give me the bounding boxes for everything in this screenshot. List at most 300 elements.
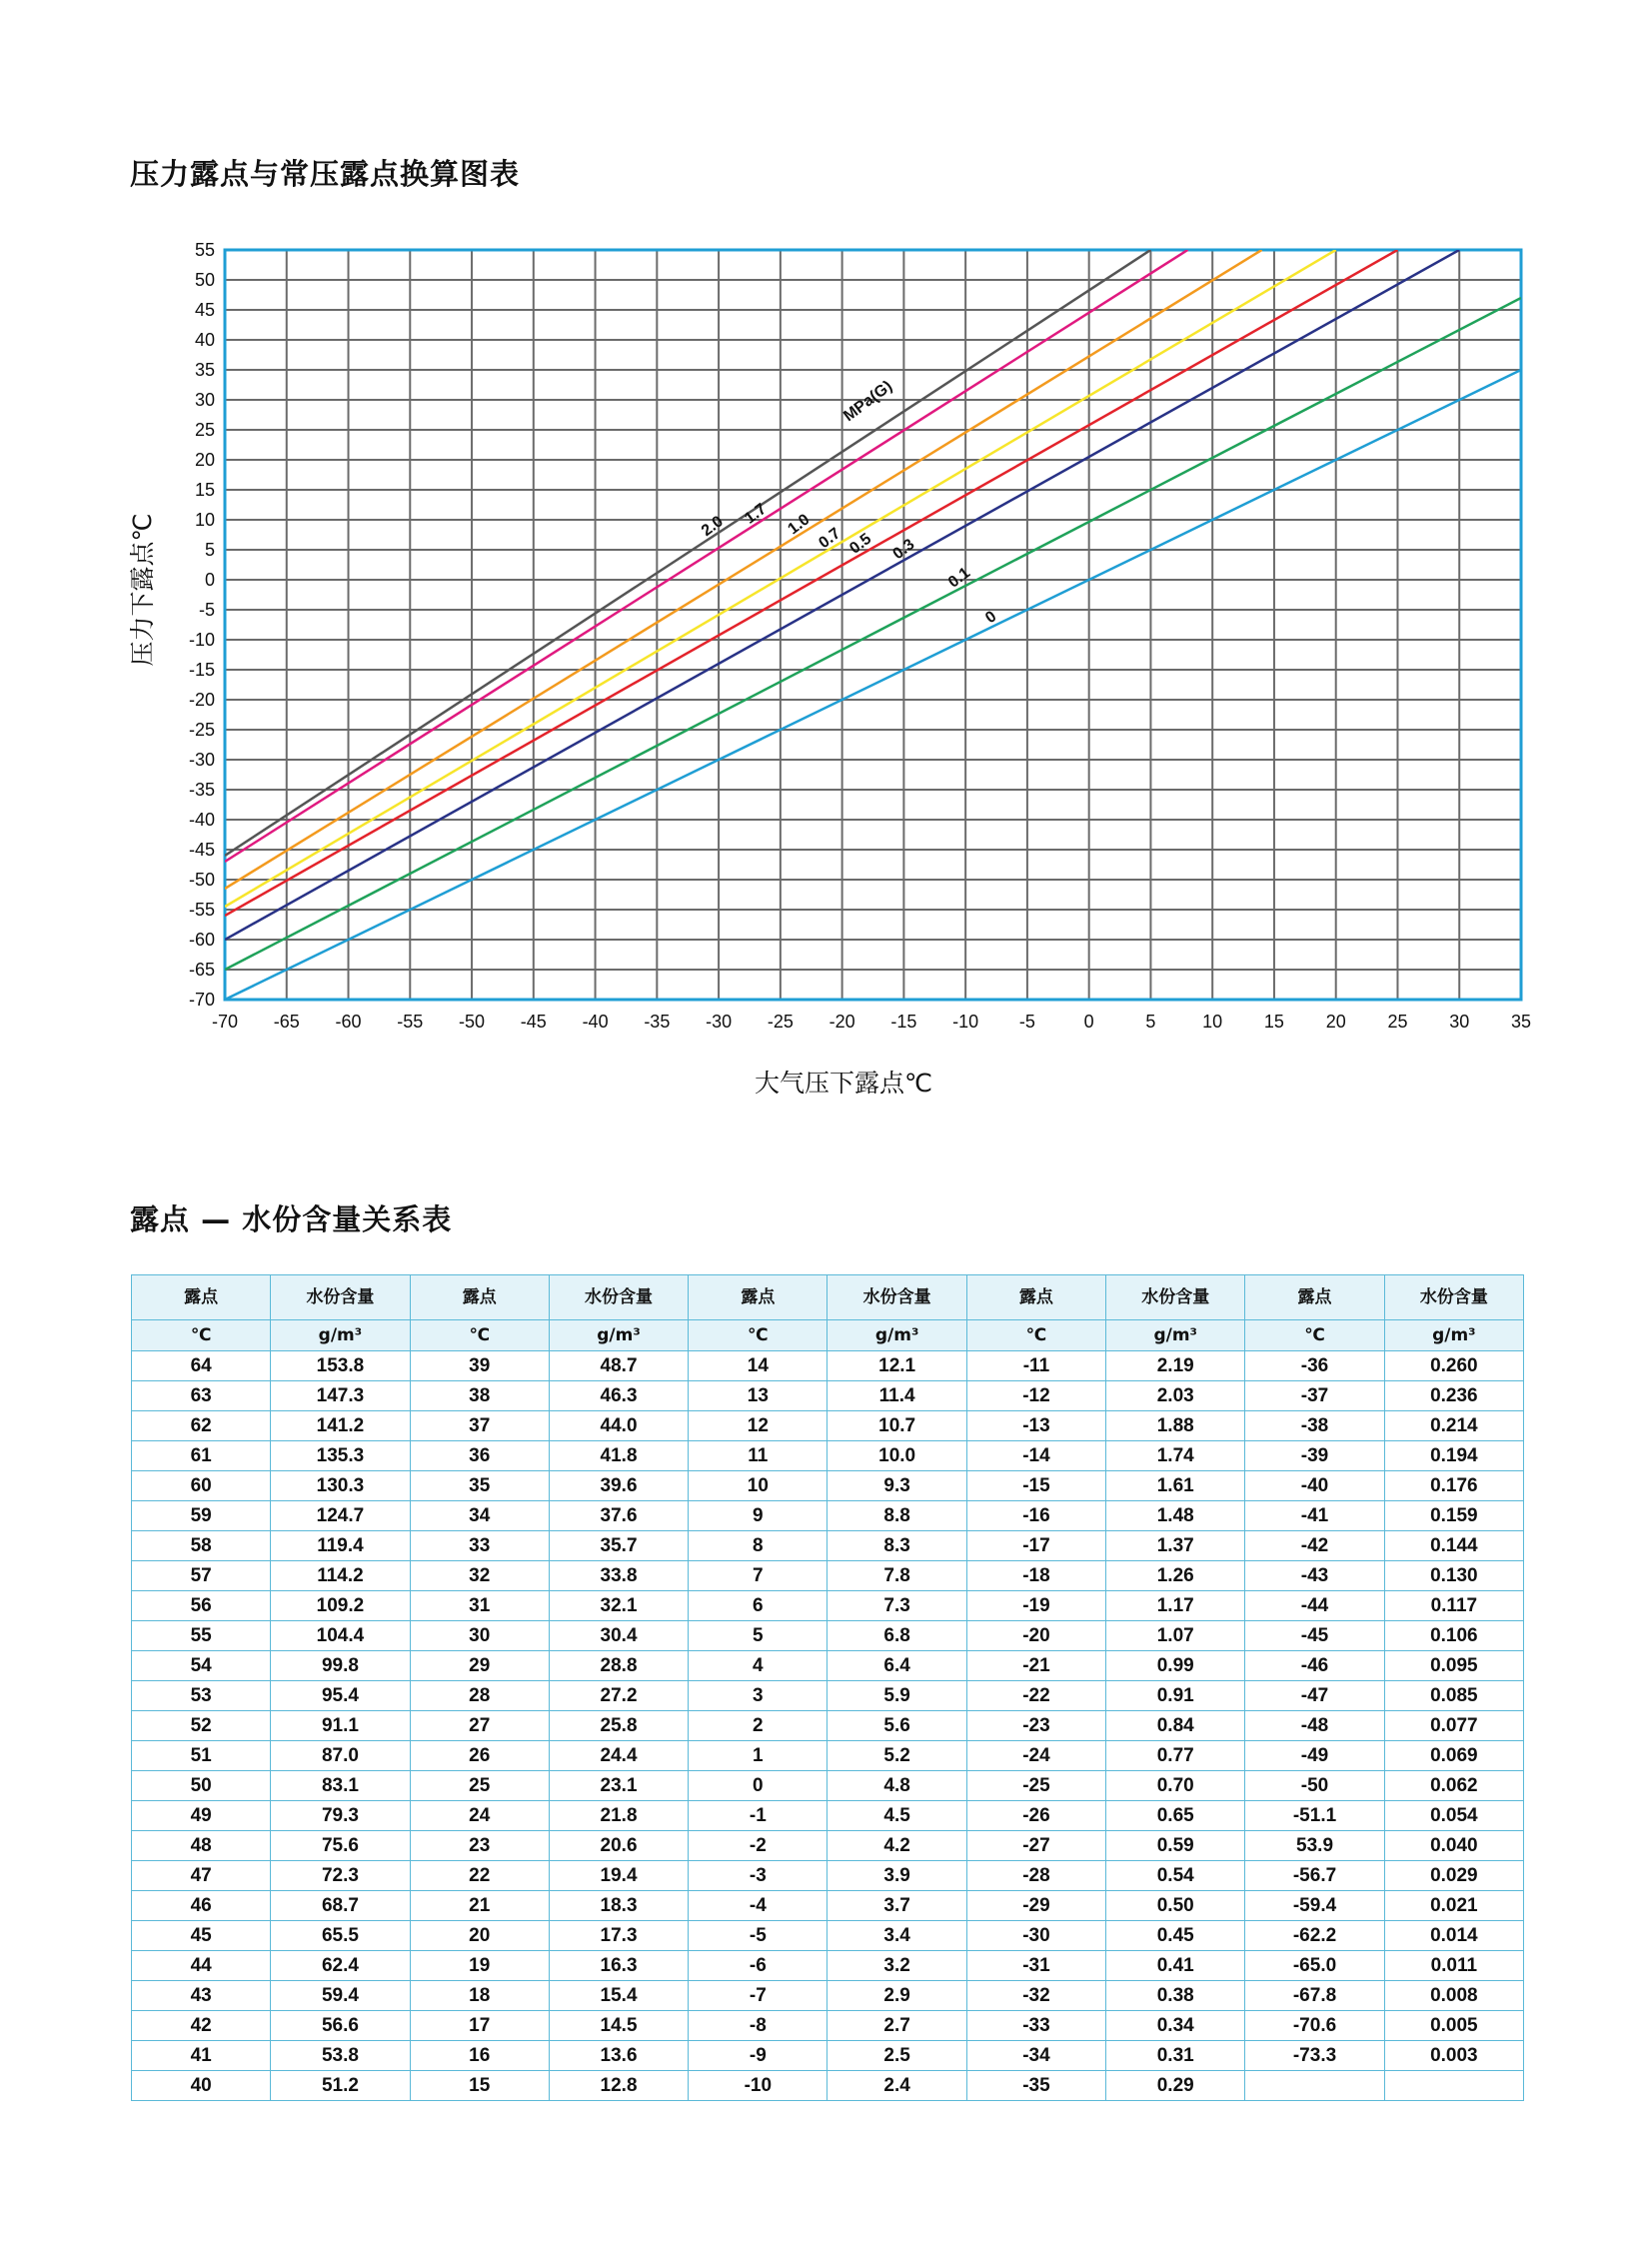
x-tick-label: 15 bbox=[1263, 1012, 1284, 1032]
table-cell: -13 bbox=[966, 1411, 1105, 1441]
series-line-0 bbox=[225, 370, 1521, 1000]
table-cell: 54 bbox=[132, 1651, 271, 1681]
table-cell: 16 bbox=[410, 2041, 549, 2071]
x-tick-label: -5 bbox=[1018, 1012, 1035, 1032]
table-row bbox=[132, 1351, 1524, 1381]
table-row bbox=[132, 1921, 1524, 1951]
table-cell: 5.9 bbox=[827, 1681, 966, 1711]
table-cell: 2.03 bbox=[1106, 1381, 1245, 1411]
table-cell: -40 bbox=[1245, 1471, 1384, 1501]
y-axis-ticks bbox=[189, 240, 215, 1010]
y-tick-label: 45 bbox=[194, 300, 215, 320]
table-cell: 0.003 bbox=[1384, 2041, 1523, 2071]
table-cell: 3 bbox=[689, 1681, 827, 1711]
table-cell: -19 bbox=[966, 1591, 1105, 1621]
table-cell: 141.2 bbox=[271, 1411, 410, 1441]
table-row bbox=[132, 1771, 1524, 1801]
table-cell: 10.0 bbox=[827, 1441, 966, 1471]
table-cell: 40 bbox=[132, 2071, 271, 2101]
header-cell: g/m³ bbox=[827, 1320, 966, 1351]
table-cell: -26 bbox=[966, 1801, 1105, 1831]
table-cell: 87.0 bbox=[271, 1741, 410, 1771]
table-cell: 48.7 bbox=[549, 1351, 688, 1381]
header-cell: 水份含量 bbox=[549, 1275, 688, 1320]
y-tick-label: -15 bbox=[188, 660, 215, 680]
table-cell: 2.19 bbox=[1106, 1351, 1245, 1381]
table-cell: 1 bbox=[689, 1741, 827, 1771]
x-tick-label: -10 bbox=[952, 1012, 979, 1032]
y-tick-label: -5 bbox=[198, 600, 215, 620]
table-cell: 0.054 bbox=[1384, 1801, 1523, 1831]
table-cell: -18 bbox=[966, 1561, 1105, 1591]
table-cell: 1.37 bbox=[1106, 1531, 1245, 1561]
table-cell: 12 bbox=[689, 1411, 827, 1441]
y-tick-label: -65 bbox=[188, 960, 215, 980]
table-cell: -36 bbox=[1245, 1351, 1384, 1381]
x-tick-label: 35 bbox=[1510, 1012, 1532, 1032]
table-cell: -32 bbox=[966, 1981, 1105, 2011]
table-cell bbox=[1245, 2071, 1384, 2101]
table-cell: 48 bbox=[132, 1831, 271, 1861]
table-cell: 0.077 bbox=[1384, 1711, 1523, 1741]
series-line-1.7 bbox=[225, 250, 1187, 862]
y-tick-label: -45 bbox=[188, 840, 215, 860]
table-row bbox=[132, 2041, 1524, 2071]
table-cell: 25 bbox=[410, 1771, 549, 1801]
table-cell: -50 bbox=[1245, 1771, 1384, 1801]
table-cell: -33 bbox=[966, 2011, 1105, 2041]
table-cell: 91.1 bbox=[271, 1711, 410, 1741]
header-cell: ℃ bbox=[966, 1320, 1105, 1351]
table-row bbox=[132, 1801, 1524, 1831]
x-tick-label: -45 bbox=[520, 1012, 547, 1032]
table-cell: 50 bbox=[132, 1771, 271, 1801]
series-label-0.5: 0.5 bbox=[846, 530, 875, 558]
table-cell: 16.3 bbox=[549, 1951, 688, 1981]
table-cell: 9.3 bbox=[827, 1471, 966, 1501]
x-tick-label: -25 bbox=[767, 1012, 794, 1032]
table-cell: 104.4 bbox=[271, 1621, 410, 1651]
table-cell: -8 bbox=[689, 2011, 827, 2041]
x-tick-label: -60 bbox=[335, 1012, 362, 1032]
table-cell: 0.260 bbox=[1384, 1351, 1523, 1381]
table-cell: 27.2 bbox=[549, 1681, 688, 1711]
table-cell: 37 bbox=[410, 1411, 549, 1441]
table-cell: -43 bbox=[1245, 1561, 1384, 1591]
series-label-0.1: 0.1 bbox=[944, 564, 973, 592]
table-row bbox=[132, 1441, 1524, 1471]
table-row bbox=[132, 1591, 1524, 1621]
y-tick-label: -20 bbox=[188, 690, 215, 710]
table-cell: -29 bbox=[966, 1891, 1105, 1921]
table-cell: 0.085 bbox=[1384, 1681, 1523, 1711]
table-cell: 10.7 bbox=[827, 1411, 966, 1441]
table-cell: 61 bbox=[132, 1441, 271, 1471]
table-cell: 0.062 bbox=[1384, 1771, 1523, 1801]
table-cell: 5 bbox=[689, 1621, 827, 1651]
header-cell: 水份含量 bbox=[827, 1275, 966, 1320]
table-cell: 10 bbox=[689, 1471, 827, 1501]
table-cell: -21 bbox=[966, 1651, 1105, 1681]
series-label-1.0: 1.0 bbox=[785, 511, 814, 539]
table-cell: 14.5 bbox=[549, 2011, 688, 2041]
table-cell: 57 bbox=[132, 1561, 271, 1591]
table-cell: 0.54 bbox=[1106, 1861, 1245, 1891]
table-cell: 64 bbox=[132, 1351, 271, 1381]
table-cell: -12 bbox=[966, 1381, 1105, 1411]
table-cell: -2 bbox=[689, 1831, 827, 1861]
table-cell: 130.3 bbox=[271, 1471, 410, 1501]
table-cell: 0.29 bbox=[1106, 2071, 1245, 2101]
table-cell: 18.3 bbox=[549, 1891, 688, 1921]
table-cell: 19 bbox=[410, 1951, 549, 1981]
table-cell: 25.8 bbox=[549, 1711, 688, 1741]
table-cell: 32 bbox=[410, 1561, 549, 1591]
table-cell: 30.4 bbox=[549, 1621, 688, 1651]
table-cell: 0.029 bbox=[1384, 1861, 1523, 1891]
table-cell: 1.26 bbox=[1106, 1561, 1245, 1591]
table-cell: -28 bbox=[966, 1861, 1105, 1891]
table-cell: 0.77 bbox=[1106, 1741, 1245, 1771]
table-cell: 56 bbox=[132, 1591, 271, 1621]
table-cell: 41 bbox=[132, 2041, 271, 2071]
table-cell: 26 bbox=[410, 1741, 549, 1771]
y-tick-label: 50 bbox=[194, 270, 215, 290]
table-cell: -62.2 bbox=[1245, 1921, 1384, 1951]
series-label-0: 0 bbox=[982, 608, 1000, 628]
table-cell: 53.9 bbox=[1245, 1831, 1384, 1861]
table-cell: 46 bbox=[132, 1891, 271, 1921]
table-cell: -9 bbox=[689, 2041, 827, 2071]
table-cell: 0 bbox=[689, 1771, 827, 1801]
table-cell: 23.1 bbox=[549, 1771, 688, 1801]
table-cell: 0.106 bbox=[1384, 1621, 1523, 1651]
header-cell: ℃ bbox=[410, 1320, 549, 1351]
x-tick-label: -65 bbox=[273, 1012, 300, 1032]
header-cell: 水份含量 bbox=[1384, 1275, 1523, 1320]
table-cell: 56.6 bbox=[271, 2011, 410, 2041]
table-cell: 72.3 bbox=[271, 1861, 410, 1891]
table-cell: -41 bbox=[1245, 1501, 1384, 1531]
table-cell: 21 bbox=[410, 1891, 549, 1921]
series-line-1.0 bbox=[225, 250, 1262, 889]
header-cell: ℃ bbox=[132, 1320, 271, 1351]
table-cell: 39.6 bbox=[549, 1471, 688, 1501]
table-cell: 0.65 bbox=[1106, 1801, 1245, 1831]
table-cell: 5.2 bbox=[827, 1741, 966, 1771]
table-cell: 33.8 bbox=[549, 1561, 688, 1591]
y-tick-label: 10 bbox=[194, 510, 215, 530]
table-cell: 20 bbox=[410, 1921, 549, 1951]
table-cell: 2.4 bbox=[827, 2071, 966, 2101]
table-cell: 0.005 bbox=[1384, 2011, 1523, 2041]
table-cell: 34 bbox=[410, 1501, 549, 1531]
dew-point-moisture-table bbox=[131, 1274, 1524, 2101]
table-cell: 53.8 bbox=[271, 2041, 410, 2071]
table-cell: 3.2 bbox=[827, 1951, 966, 1981]
table-cell: 32.1 bbox=[549, 1591, 688, 1621]
table-cell: 35.7 bbox=[549, 1531, 688, 1561]
table-cell: -70.6 bbox=[1245, 2011, 1384, 2041]
table-row bbox=[132, 1711, 1524, 1741]
table-cell: -47 bbox=[1245, 1681, 1384, 1711]
header-cell: 露点 bbox=[966, 1275, 1105, 1320]
table-cell: -25 bbox=[966, 1771, 1105, 1801]
table-cell: -14 bbox=[966, 1441, 1105, 1471]
table-title: 露点 — 水份含量关系表 bbox=[130, 1202, 453, 1236]
table-cell: 58 bbox=[132, 1531, 271, 1561]
table-cell: 2.9 bbox=[827, 1981, 966, 2011]
table-row bbox=[132, 1891, 1524, 1921]
table-row bbox=[132, 1741, 1524, 1771]
header-cell: g/m³ bbox=[549, 1320, 688, 1351]
table-cell: 11.4 bbox=[827, 1381, 966, 1411]
table-cell: -59.4 bbox=[1245, 1891, 1384, 1921]
table-cell: 12.1 bbox=[827, 1351, 966, 1381]
table-cell: 7 bbox=[689, 1561, 827, 1591]
table-cell: 13 bbox=[689, 1381, 827, 1411]
table-cell: 6 bbox=[689, 1591, 827, 1621]
table-cell: -4 bbox=[689, 1891, 827, 1921]
x-tick-label: 25 bbox=[1387, 1012, 1408, 1032]
table-cell: 2 bbox=[689, 1711, 827, 1741]
table-cell: 41.8 bbox=[549, 1441, 688, 1471]
header-cell: ℃ bbox=[1245, 1320, 1384, 1351]
table-row bbox=[132, 1861, 1524, 1891]
table-cell: 47 bbox=[132, 1861, 271, 1891]
table-cell: -10 bbox=[689, 2071, 827, 2101]
series-label-1.7: 1.7 bbox=[742, 500, 771, 528]
table-cell: 35 bbox=[410, 1471, 549, 1501]
chart-title: 压力露点与常压露点换算图表 bbox=[130, 157, 521, 191]
y-tick-label: -70 bbox=[188, 990, 215, 1010]
table-row bbox=[132, 1531, 1524, 1561]
y-axis-label: 压力下露点℃ bbox=[129, 513, 157, 667]
table-cell: -39 bbox=[1245, 1441, 1384, 1471]
table-cell: 11 bbox=[689, 1441, 827, 1471]
table-cell: 0.41 bbox=[1106, 1951, 1245, 1981]
table-cell: 30 bbox=[410, 1621, 549, 1651]
table-cell: 75.6 bbox=[271, 1831, 410, 1861]
table-cell: 0.144 bbox=[1384, 1531, 1523, 1561]
table-cell: 8.8 bbox=[827, 1501, 966, 1531]
table-cell: 38 bbox=[410, 1381, 549, 1411]
table-row bbox=[132, 1561, 1524, 1591]
table-cell: -51.1 bbox=[1245, 1801, 1384, 1831]
table-cell: -38 bbox=[1245, 1411, 1384, 1441]
table-cell: -5 bbox=[689, 1921, 827, 1951]
x-tick-label: 30 bbox=[1449, 1012, 1470, 1032]
table-cell: 52 bbox=[132, 1711, 271, 1741]
table-cell: 3.9 bbox=[827, 1861, 966, 1891]
table-cell: 1.07 bbox=[1106, 1621, 1245, 1651]
table-cell: -7 bbox=[689, 1981, 827, 2011]
x-tick-label: 5 bbox=[1145, 1012, 1156, 1032]
table-row bbox=[132, 2071, 1524, 2101]
table-row bbox=[132, 1411, 1524, 1441]
unit-label: MPa(G) bbox=[840, 377, 896, 426]
table-row bbox=[132, 1621, 1524, 1651]
table-cell: 0.50 bbox=[1106, 1891, 1245, 1921]
table-cell: 17.3 bbox=[549, 1921, 688, 1951]
table-cell: 0.117 bbox=[1384, 1591, 1523, 1621]
table-cell: 0.91 bbox=[1106, 1681, 1245, 1711]
table-cell: 65.5 bbox=[271, 1921, 410, 1951]
header-cell: 露点 bbox=[410, 1275, 549, 1320]
table-cell: 0.130 bbox=[1384, 1561, 1523, 1591]
table-cell: 1.48 bbox=[1106, 1501, 1245, 1531]
table-cell: 51.2 bbox=[271, 2071, 410, 2101]
table-cell: -48 bbox=[1245, 1711, 1384, 1741]
table-cell: -34 bbox=[966, 2041, 1105, 2071]
table-cell: 68.7 bbox=[271, 1891, 410, 1921]
table-cell: 95.4 bbox=[271, 1681, 410, 1711]
table-cell: -24 bbox=[966, 1741, 1105, 1771]
table-cell: 9 bbox=[689, 1501, 827, 1531]
table-cell: 15.4 bbox=[549, 1981, 688, 2011]
x-tick-label: -30 bbox=[706, 1012, 733, 1032]
table-cell: -45 bbox=[1245, 1621, 1384, 1651]
table-cell: 8.3 bbox=[827, 1531, 966, 1561]
x-tick-label: 0 bbox=[1083, 1012, 1094, 1032]
table-cell: 59 bbox=[132, 1501, 271, 1531]
y-tick-label: -25 bbox=[188, 720, 215, 740]
table-cell: -30 bbox=[966, 1921, 1105, 1951]
table-cell: 39 bbox=[410, 1351, 549, 1381]
table-cell: 15 bbox=[410, 2071, 549, 2101]
x-tick-label: 20 bbox=[1325, 1012, 1346, 1032]
table-cell: -1 bbox=[689, 1801, 827, 1831]
table-cell: -56.7 bbox=[1245, 1861, 1384, 1891]
header-cell: 水份含量 bbox=[1106, 1275, 1245, 1320]
table-cell: -6 bbox=[689, 1951, 827, 1981]
table-cell: 23 bbox=[410, 1831, 549, 1861]
table-cell: 36 bbox=[410, 1441, 549, 1471]
table-cell: 7.3 bbox=[827, 1591, 966, 1621]
header-cell: 露点 bbox=[132, 1275, 271, 1320]
header-cell: g/m³ bbox=[271, 1320, 410, 1351]
table-cell: 24 bbox=[410, 1801, 549, 1831]
table-cell: 60 bbox=[132, 1471, 271, 1501]
table-header-units bbox=[132, 1320, 1524, 1351]
table-cell: -31 bbox=[966, 1951, 1105, 1981]
series-line-0.5 bbox=[225, 250, 1397, 916]
y-tick-label: -30 bbox=[188, 750, 215, 770]
table-cell: 62.4 bbox=[271, 1951, 410, 1981]
table-cell: -3 bbox=[689, 1861, 827, 1891]
y-tick-label: 35 bbox=[194, 360, 215, 380]
y-tick-label: 5 bbox=[204, 540, 215, 560]
table-cell: 0.069 bbox=[1384, 1741, 1523, 1771]
x-tick-label: 10 bbox=[1202, 1012, 1223, 1032]
header-cell: 露点 bbox=[689, 1275, 827, 1320]
x-tick-label: -40 bbox=[582, 1012, 609, 1032]
table-cell: 124.7 bbox=[271, 1501, 410, 1531]
header-cell: 露点 bbox=[1245, 1275, 1384, 1320]
table-cell: -27 bbox=[966, 1831, 1105, 1861]
table-cell: 0.021 bbox=[1384, 1891, 1523, 1921]
table-cell: 5.6 bbox=[827, 1711, 966, 1741]
table-cell: 14 bbox=[689, 1351, 827, 1381]
table-cell: -16 bbox=[966, 1501, 1105, 1531]
table-cell: 6.8 bbox=[827, 1621, 966, 1651]
table-cell: -22 bbox=[966, 1681, 1105, 1711]
table-cell: 153.8 bbox=[271, 1351, 410, 1381]
table-cell: 7.8 bbox=[827, 1561, 966, 1591]
table-cell: 49 bbox=[132, 1801, 271, 1831]
x-axis-ticks bbox=[212, 1012, 1531, 1032]
table-cell: 33 bbox=[410, 1531, 549, 1561]
table-cell: 0.45 bbox=[1106, 1921, 1245, 1951]
table-cell: -65.0 bbox=[1245, 1951, 1384, 1981]
table-cell: 0.095 bbox=[1384, 1651, 1523, 1681]
x-tick-label: -50 bbox=[459, 1012, 486, 1032]
y-tick-label: 25 bbox=[194, 420, 215, 440]
dew-point-conversion-chart bbox=[0, 0, 1652, 1120]
chart-series bbox=[225, 250, 1521, 1000]
x-tick-label: -35 bbox=[644, 1012, 671, 1032]
table-cell: 0.011 bbox=[1384, 1951, 1523, 1981]
table-cell: 12.8 bbox=[549, 2071, 688, 2101]
table-cell: 119.4 bbox=[271, 1531, 410, 1561]
y-tick-label: 20 bbox=[194, 450, 215, 470]
x-tick-label: -70 bbox=[211, 1012, 239, 1032]
table-cell: 1.61 bbox=[1106, 1471, 1245, 1501]
table-cell: 8 bbox=[689, 1531, 827, 1561]
table-cell: 2.7 bbox=[827, 2011, 966, 2041]
table-cell: 29 bbox=[410, 1651, 549, 1681]
table-cell: 28.8 bbox=[549, 1651, 688, 1681]
table-row bbox=[132, 2011, 1524, 2041]
table-cell: 2.5 bbox=[827, 2041, 966, 2071]
table-cell: 53 bbox=[132, 1681, 271, 1711]
table-cell: -49 bbox=[1245, 1741, 1384, 1771]
table-cell: 37.6 bbox=[549, 1501, 688, 1531]
y-tick-label: -35 bbox=[188, 780, 215, 800]
table-cell: 13.6 bbox=[549, 2041, 688, 2071]
table-cell: 45 bbox=[132, 1921, 271, 1951]
table-cell: 0.38 bbox=[1106, 1981, 1245, 2011]
table-cell: 4 bbox=[689, 1651, 827, 1681]
table-cell: -35 bbox=[966, 2071, 1105, 2101]
table-cell: 59.4 bbox=[271, 1981, 410, 2011]
table-cell bbox=[1384, 2071, 1523, 2101]
table-cell: 0.59 bbox=[1106, 1831, 1245, 1861]
y-tick-label: -55 bbox=[188, 900, 215, 920]
series-label-0.3: 0.3 bbox=[889, 536, 918, 564]
y-tick-label: 30 bbox=[194, 390, 215, 410]
series-label-0.7: 0.7 bbox=[816, 525, 844, 553]
table-cell: 28 bbox=[410, 1681, 549, 1711]
table-cell: 1.17 bbox=[1106, 1591, 1245, 1621]
table-row bbox=[132, 1381, 1524, 1411]
table-cell: -46 bbox=[1245, 1651, 1384, 1681]
y-tick-label: 15 bbox=[194, 480, 215, 500]
table-cell: 83.1 bbox=[271, 1771, 410, 1801]
y-tick-label: 55 bbox=[194, 240, 215, 260]
table-row bbox=[132, 1951, 1524, 1981]
table-cell: 0.194 bbox=[1384, 1441, 1523, 1471]
chart-grid bbox=[225, 250, 1521, 1000]
table-cell: 4.5 bbox=[827, 1801, 966, 1831]
table-cell: 114.2 bbox=[271, 1561, 410, 1591]
table-cell: 21.8 bbox=[549, 1801, 688, 1831]
table-cell: 79.3 bbox=[271, 1801, 410, 1831]
x-tick-label: -15 bbox=[890, 1012, 917, 1032]
table-cell: 0.176 bbox=[1384, 1471, 1523, 1501]
table-cell: 109.2 bbox=[271, 1591, 410, 1621]
table-row bbox=[132, 1831, 1524, 1861]
